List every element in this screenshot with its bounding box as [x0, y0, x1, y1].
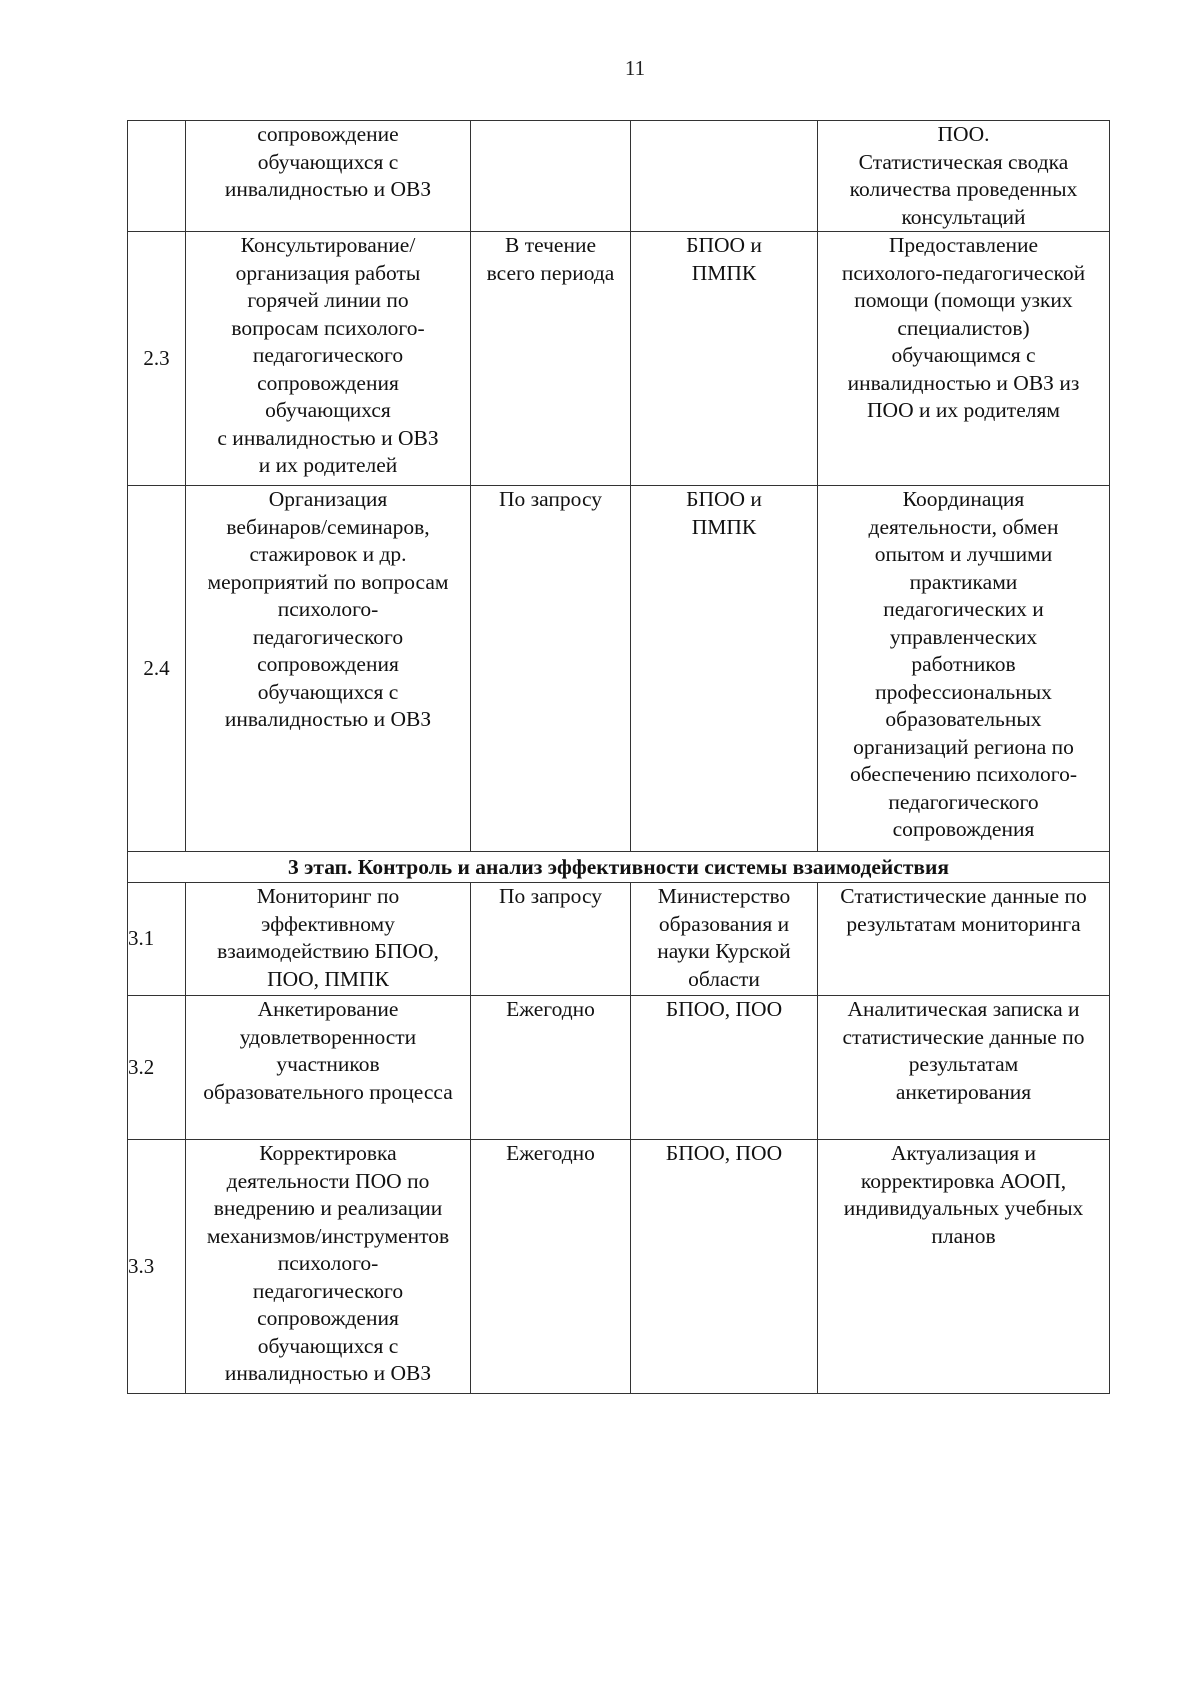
deadline-cell: Ежегодно — [471, 996, 631, 1140]
table-row — [128, 1140, 1110, 1394]
table-row — [128, 232, 1110, 486]
table-row — [128, 486, 1110, 852]
responsible-cell: Министерство образования и науки Курской области — [631, 883, 818, 996]
responsible-cell — [631, 121, 818, 232]
responsible-cell: БПОО и ПМПК — [631, 486, 818, 852]
table-row — [128, 996, 1110, 1140]
row-number-cell — [128, 121, 186, 232]
deadline-cell — [471, 121, 631, 232]
responsible-cell: БПОО и ПМПК — [631, 232, 818, 486]
responsible-cell: БПОО, ПОО — [631, 1140, 818, 1394]
deadline-cell: В течение всего периода — [471, 232, 631, 486]
activity-cell: Анкетирование удовлетворенности участников образовательного процесса — [186, 996, 471, 1140]
table-row — [128, 883, 1110, 996]
result-cell: Предоставление психолого-педагогической помощи (помощи узких специалистов) обучающимся с инвалидностью и ОВЗ из ПОО и их родителям — [818, 232, 1110, 486]
deadline-cell: По запросу — [471, 486, 631, 852]
table-row — [128, 121, 1110, 232]
result-cell: ПОО. Статистическая сводка количества проведенных консультаций — [818, 121, 1110, 232]
row-number-cell: 2.3 — [128, 232, 186, 486]
result-cell: Аналитическая записка и статистические данные по результатам анкетирования — [818, 996, 1110, 1140]
activity-cell: Организация вебинаров/семинаров, стажировок и др. мероприятий по вопросам психолого- педагогического сопровождения обучающихся с инвалидностью и ОВЗ — [186, 486, 471, 852]
activity-cell: Корректировка деятельности ПОО по внедрению и реализации механизмов/инструментов психолого- педагогического сопровождения обучающихся с инвалидностью и ОВЗ — [186, 1140, 471, 1394]
activity-plan-table — [127, 120, 1110, 1394]
stage-heading: 3 этап. Контроль и анализ эффективности системы взаимодействия — [128, 852, 1110, 883]
activity-cell: сопровождение обучающихся с инвалидностью и ОВЗ — [186, 121, 471, 232]
row-number-cell: 3.2 — [128, 996, 186, 1140]
row-number-cell: 3.3 — [128, 1140, 186, 1394]
activity-cell: Консультирование/ организация работы горячей линии по вопросам психолого- педагогического сопровождения обучающихся с инвалидностью и ОВЗ и их родителей — [186, 232, 471, 486]
result-cell: Координация деятельности, обмен опытом и лучшими практиками педагогических и управленческих работников профессиональных образовательных организаций региона по обеспечению психолого- педагогического сопровождения — [818, 486, 1110, 852]
row-number-cell: 3.1 — [128, 883, 186, 996]
row-number-cell: 2.4 — [128, 486, 186, 852]
deadline-cell: Ежегодно — [471, 1140, 631, 1394]
deadline-cell: По запросу — [471, 883, 631, 996]
result-cell: Статистические данные по результатам мониторинга — [818, 883, 1110, 996]
stage-heading-row — [128, 852, 1110, 883]
page-number: 11 — [624, 56, 646, 80]
activity-cell: Мониторинг по эффективному взаимодействию БПОО, ПОО, ПМПК — [186, 883, 471, 996]
result-cell: Актуализация и корректировка АООП, индивидуальных учебных планов — [818, 1140, 1110, 1394]
responsible-cell: БПОО, ПОО — [631, 996, 818, 1140]
